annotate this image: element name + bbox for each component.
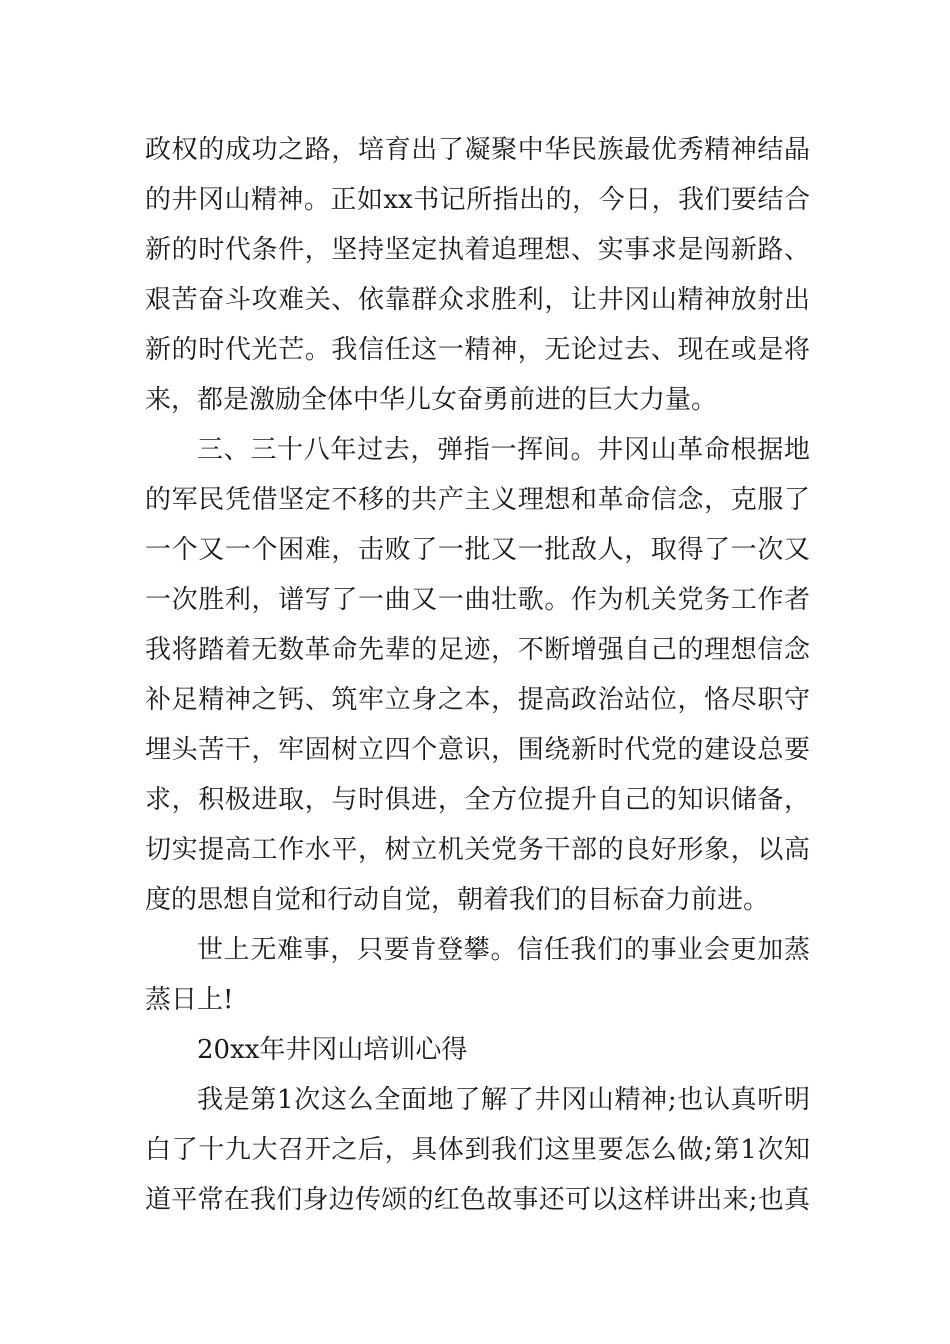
text-line: 切实提高工作水平，树立机关党务干部的良好形象，以高 (145, 835, 810, 865)
text-line: 政权的成功之路，培育出了凝聚中华民族最优秀精神结晶 (145, 135, 810, 165)
text-line: 求，积极进取，与时俱进，全方位提升自己的知识储备， (145, 785, 810, 815)
text-line: 我将踏着无数革命先辈的足迹，不断增强自己的理想信念 (145, 635, 810, 665)
text-line: 世上无难事，只要肯登攀。信任我们的事业会更加蒸 (197, 935, 810, 965)
text-line: 来，都是激励全体中华儿女奋勇前进的巨大力量。 (145, 385, 718, 415)
text-line: 的井冈山精神。正如xx书记所指出的，今日，我们要结合 (145, 185, 810, 215)
text-line: 艰苦奋斗攻难关、依靠群众求胜利，让井冈山精神放射出 (145, 285, 810, 315)
text-line: 白了十九大召开之后，具体到我们这里要怎么做;第1次知 (145, 1135, 810, 1165)
text-line: 一个又一个困难，击败了一批又一批敌人，取得了一次又 (145, 535, 810, 565)
text-line: 补足精神之钙、筑牢立身之本，提高政治站位，恪尽职守 (145, 685, 810, 715)
text-line: 一次胜利，谱写了一曲又一曲壮歌。作为机关党务工作者 (145, 585, 810, 615)
text-line: 三、三十八年过去，弹指一挥间。井冈山革命根据地 (197, 435, 810, 465)
text-line: 的军民凭借坚定不移的共产主义理想和革命信念，克服了 (145, 485, 810, 515)
text-line: 道平常在我们身边传颂的红色故事还可以这样讲出来;也真 (145, 1185, 810, 1215)
section-heading: 20xx年井冈山培训心得 (197, 1035, 468, 1065)
text-line: 新的时代光芒。我信任这一精神，无论过去、现在或是将 (145, 335, 810, 365)
text-line: 埋头苦干，牢固树立四个意识，围绕新时代党的建设总要 (145, 735, 810, 765)
text-line: 蒸日上! (145, 985, 234, 1015)
text-line: 我是第1次这么全面地了解了井冈山精神;也认真听明 (197, 1085, 810, 1115)
text-line: 新的时代条件，坚持坚定执着追理想、实事求是闯新路、 (145, 235, 810, 265)
text-line: 度的思想自觉和行动自觉，朝着我们的目标奋力前进。 (145, 885, 770, 915)
